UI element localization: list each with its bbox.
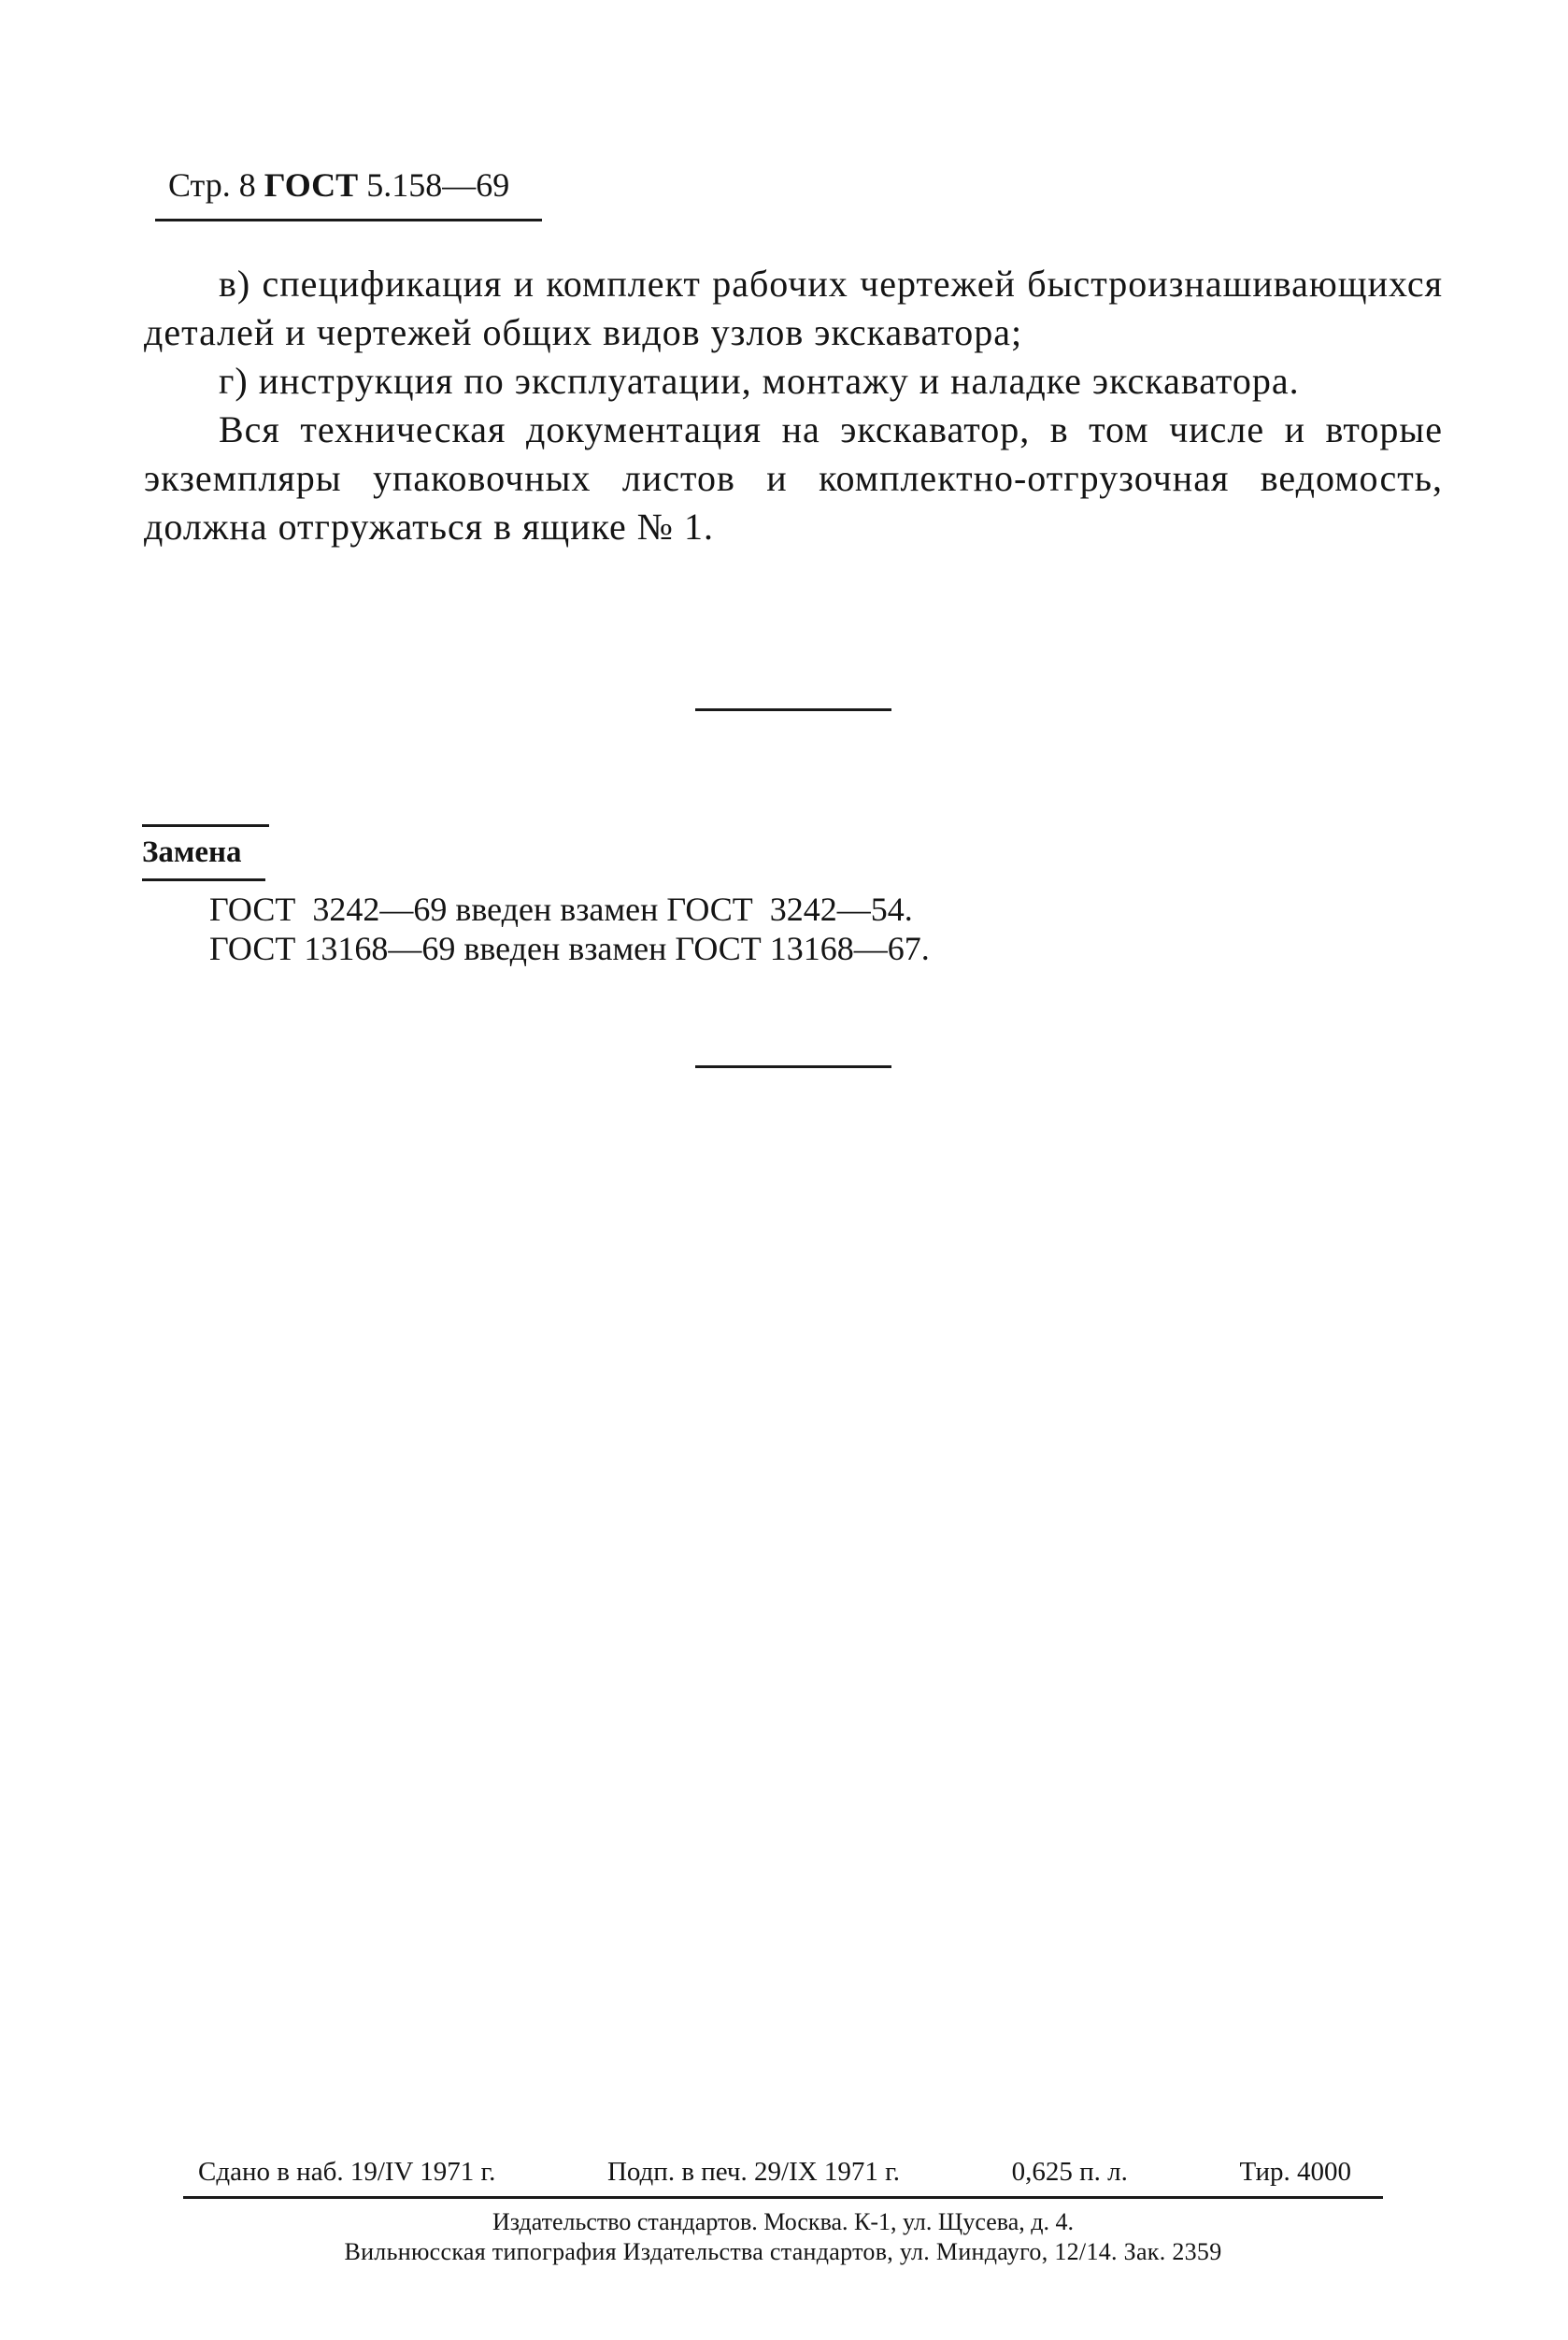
page-header (168, 164, 509, 206)
imprint-publisher: Издательство стандартов. Москва. К-1, ул. Щусева, д. 4. (492, 2208, 1075, 2235)
imprint-rule (183, 2196, 1383, 2199)
section-divider (695, 708, 891, 711)
end-divider (695, 1065, 891, 1068)
imprint-run: Тир. 4000 (1239, 2157, 1351, 2187)
imprint-sheets: 0,625 п. л. (1011, 2157, 1128, 2187)
standard-number: 5.158—69 (366, 166, 510, 204)
paragraph-item-g: г) инструкция по эксплуатации, монтажу и наладке экскаватора. (219, 360, 1300, 402)
zamena-rule-top (142, 824, 269, 827)
standard-label: ГОСТ (264, 166, 359, 204)
zamena-line: ГОСТ 13168—69 введен взамен ГОСТ 13168—67. (209, 930, 930, 967)
body-text (144, 260, 1443, 551)
imprint-details (198, 2155, 1351, 2189)
zamena-title: Замена (142, 835, 242, 869)
imprint-submitted: Сдано в наб. 19/IV 1971 г. (198, 2157, 496, 2187)
imprint-signed: Подп. в печ. 29/IX 1971 г. (606, 2157, 901, 2187)
imprint-printer: Вильнюсская типография Издательства стандартов, ул. Миндауго, 12/14. Зак. 2359 (344, 2238, 1222, 2265)
zamena-list (209, 890, 930, 968)
page-number: Стр. 8 (168, 166, 256, 204)
paragraph-item-v: в) спецификация и комплект рабочих чертежей быстроизнашивающихся деталей и чертежей общих видов узлов экскаватора; (144, 263, 1443, 353)
paragraph-documentation: Вся техническая документация на экскаватор, в том числе и вторые экземпляры упаковочных листов и комплектно-отгрузочная ведомость, должна отгружаться в ящике № 1. (144, 408, 1443, 548)
zamena-rule-bottom (142, 878, 265, 881)
zamena-line: ГОСТ 3242—69 введен взамен ГОСТ 3242—54. (209, 891, 913, 928)
header-underline (155, 219, 542, 221)
